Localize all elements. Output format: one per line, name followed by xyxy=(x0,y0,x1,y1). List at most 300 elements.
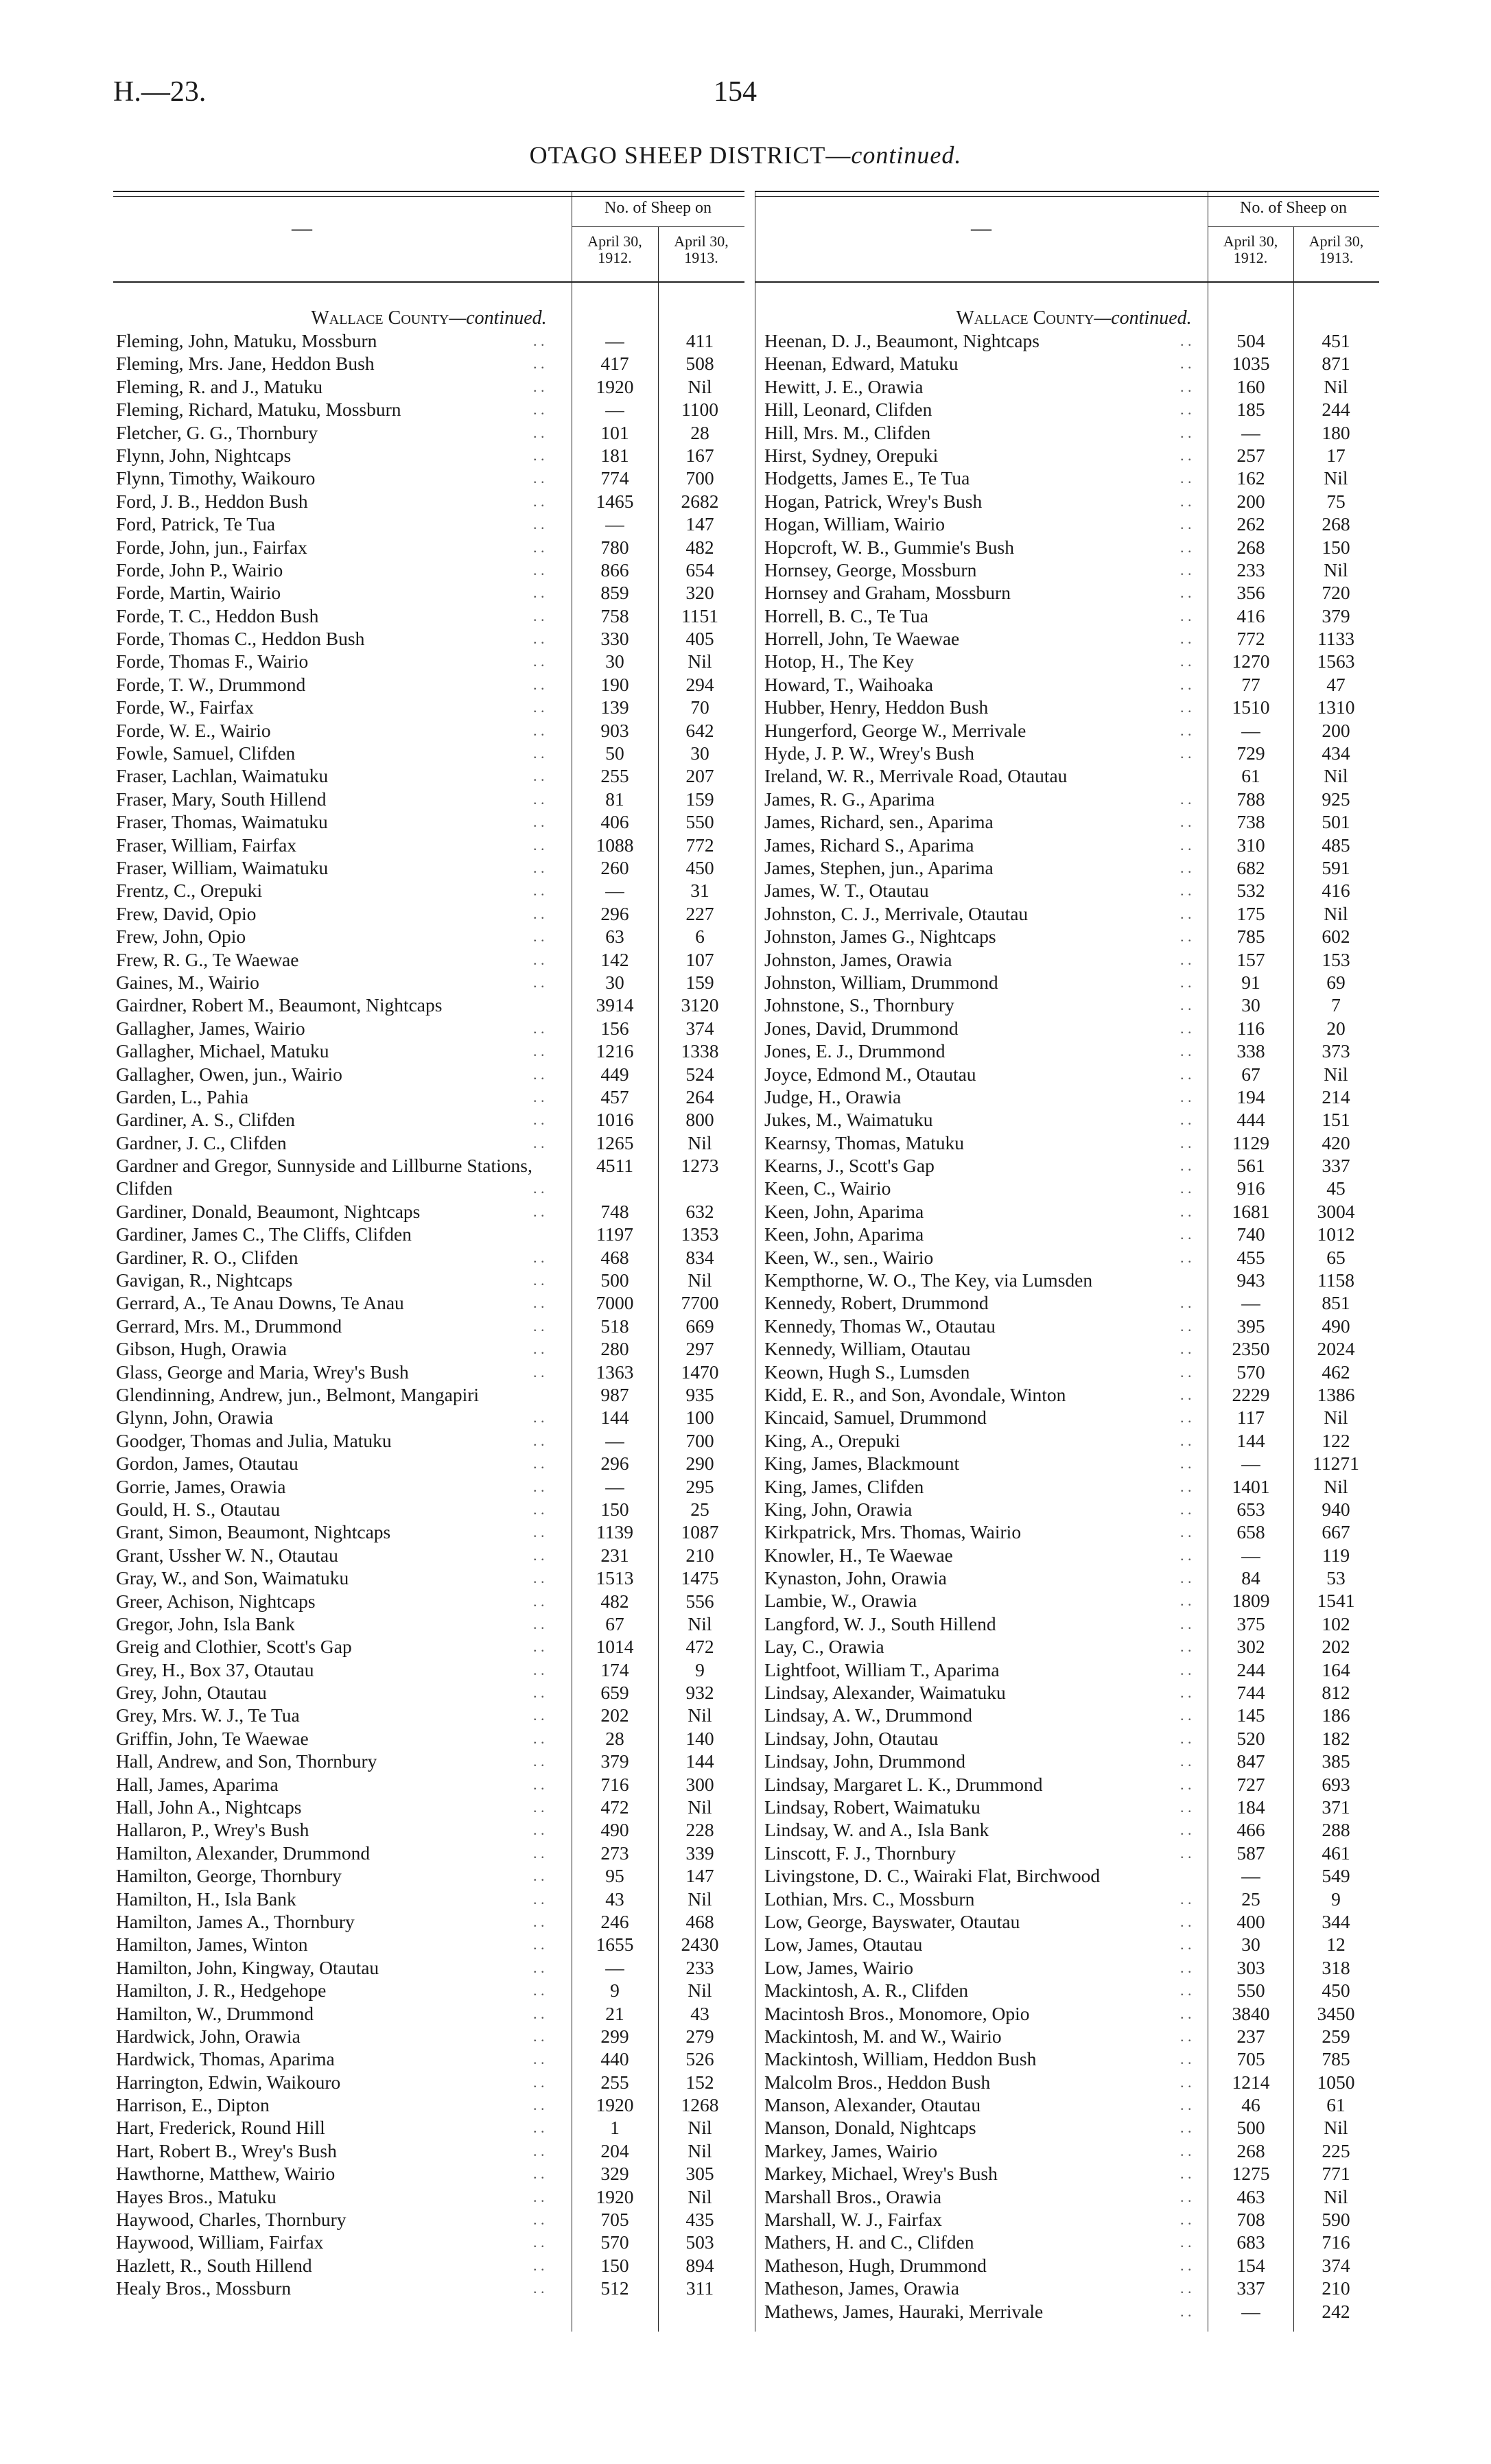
table-row xyxy=(113,2185,744,2208)
sheep-1913: 182 xyxy=(1322,1727,1350,1749)
leader-dots: . . xyxy=(533,1500,545,1518)
table-row xyxy=(113,490,744,513)
leader-dots: . . xyxy=(1180,1729,1192,1747)
sheep-1913: 700 xyxy=(685,1429,714,1451)
sheep-1913: 9 xyxy=(695,1658,705,1680)
leader-dots: . . xyxy=(533,2256,545,2274)
leader-dots: . . xyxy=(1180,423,1192,441)
sheep-1913: Nil xyxy=(1324,765,1348,787)
sheep-1913: 164 xyxy=(1322,1658,1350,1680)
sheep-1913: 549 xyxy=(1322,1865,1350,1887)
sheep-1912: 25 xyxy=(1241,1888,1260,1910)
table-row xyxy=(755,1888,1379,1910)
table-row xyxy=(113,581,744,604)
table-row xyxy=(113,1429,744,1452)
sheep-1913: 294 xyxy=(685,673,714,695)
owner-name: Hall, Andrew, and Son, Thornbury xyxy=(116,1750,377,1772)
owner-name: Knowler, H., Te Waewae xyxy=(764,1544,953,1566)
sheep-1912: 490 xyxy=(600,1819,629,1841)
leader-dots: . . xyxy=(1180,1982,1192,1999)
leader-dots: . . xyxy=(533,675,545,693)
sheep-1913: 602 xyxy=(1322,926,1350,948)
table-row xyxy=(113,834,744,856)
leader-dots: . . xyxy=(533,2073,545,2091)
leader-dots: . . xyxy=(533,1340,545,1358)
leader-dots: . . xyxy=(533,1065,545,1083)
owner-name: Hamilton, James A., Thornbury xyxy=(116,1910,355,1932)
sheep-1912: 28 xyxy=(605,1727,624,1749)
owner-name: Haywood, Charles, Thornbury xyxy=(116,2209,347,2231)
sheep-1913: 1273 xyxy=(681,1155,719,1177)
leader-dots: . . xyxy=(1180,2211,1192,2229)
sheep-1913: 851 xyxy=(1322,1292,1350,1314)
right-table xyxy=(755,191,1379,2332)
table-row xyxy=(755,1315,1379,1337)
leader-dots: . . xyxy=(533,858,545,876)
sheep-1912: 202 xyxy=(600,1704,629,1726)
owner-name: Fletcher, G. G., Thornbury xyxy=(116,421,318,443)
leader-dots: . . xyxy=(533,584,545,602)
sheep-1912: 43 xyxy=(605,1888,624,1910)
sheep-1912: 472 xyxy=(600,1796,629,1818)
document-id: H.—23. xyxy=(113,76,207,108)
leader-dots: . . xyxy=(1180,377,1192,395)
sheep-1913: 297 xyxy=(685,1338,714,1360)
sheep-1912: — xyxy=(605,880,624,902)
owner-name: Lothian, Mrs. C., Mossburn xyxy=(764,1888,975,1910)
leader-dots: . . xyxy=(1180,675,1192,693)
sheep-1913: 716 xyxy=(1322,2231,1350,2253)
owner-name: Johnston, James, Orawia xyxy=(764,948,952,970)
table-row xyxy=(755,1521,1379,1543)
leader-dots: . . xyxy=(1180,1294,1192,1312)
right-rows xyxy=(755,329,1379,2323)
sheep-1913: 490 xyxy=(1322,1315,1350,1337)
sheep-1912: 772 xyxy=(1236,628,1265,650)
table-row xyxy=(113,536,744,559)
sheep-1912: 561 xyxy=(1236,1155,1265,1177)
table-row xyxy=(755,1796,1379,1818)
leader-dots: . . xyxy=(533,973,545,991)
leader-dots: . . xyxy=(1180,607,1192,624)
table-row xyxy=(755,925,1379,948)
table-row xyxy=(755,1337,1379,1360)
owner-name: Lindsay, W. and A., Isla Bank xyxy=(764,1819,989,1841)
sheep-1912: 482 xyxy=(600,1590,629,1612)
leader-dots: . . xyxy=(1180,1569,1192,1587)
sheep-1913: 147 xyxy=(685,513,714,535)
sheep-1912: 162 xyxy=(1236,467,1265,489)
sheep-1912: 3914 xyxy=(596,994,634,1016)
sheep-1912: 174 xyxy=(600,1658,629,1680)
table-row xyxy=(755,1017,1379,1040)
sheep-1912: 303 xyxy=(1236,1956,1265,1978)
table-row xyxy=(755,2002,1379,2025)
sheep-1912: 1197 xyxy=(596,1223,633,1245)
leader-dots: . . xyxy=(533,1912,545,1930)
sheep-1912: 67 xyxy=(1241,1063,1260,1085)
sheep-1912: 468 xyxy=(600,1246,629,1268)
sheep-1912: 440 xyxy=(600,2048,629,2070)
table-row xyxy=(755,834,1379,856)
sheep-1913: 225 xyxy=(1322,2139,1350,2161)
table-row xyxy=(113,1681,744,1704)
sheep-1913: 461 xyxy=(1322,1842,1350,1864)
sheep-1912: 1513 xyxy=(596,1567,634,1589)
sheep-1913: 311 xyxy=(685,2277,714,2299)
sheep-1912: 705 xyxy=(1236,2048,1265,2070)
leader-dots: . . xyxy=(533,2004,545,2022)
owner-name: Grant, Simon, Beaumont, Nightcaps xyxy=(116,1521,391,1543)
table-row xyxy=(755,1498,1379,1521)
sheep-1913: 1353 xyxy=(681,1223,719,1245)
sheep-1913: 1338 xyxy=(681,1040,719,1062)
owner-name: Hamilton, H., Isla Bank xyxy=(116,1888,296,1910)
sheep-1912: 77 xyxy=(1241,673,1260,695)
sheep-1912: 63 xyxy=(605,926,624,948)
sheep-1913: 264 xyxy=(685,1086,714,1107)
leader-dots: . . xyxy=(1180,1546,1192,1564)
sheep-1912: 30 xyxy=(605,650,624,672)
sheep-1912: 3840 xyxy=(1232,2002,1270,2024)
leader-dots: . . xyxy=(533,1111,545,1129)
sheep-1913: 503 xyxy=(685,2231,714,2253)
sheep-1912: 185 xyxy=(1236,399,1265,421)
sheep-1912: 518 xyxy=(600,1315,629,1337)
sheep-1912: 987 xyxy=(600,1383,629,1405)
sheep-1913: 210 xyxy=(685,1544,714,1566)
owner-name: Grey, H., Box 37, Otautau xyxy=(116,1658,314,1680)
owner-name: Hamilton, W., Drummond xyxy=(116,2002,314,2024)
sheep-1913: 772 xyxy=(685,834,714,856)
owner-name: Johnstone, S., Thornbury xyxy=(764,994,954,1016)
table-row xyxy=(755,2048,1379,2070)
owner-name: Kennedy, Robert, Drummond xyxy=(764,1292,989,1314)
table-row xyxy=(755,1383,1379,1406)
leader-dots: . . xyxy=(1180,1019,1192,1037)
leader-dots: . . xyxy=(533,401,545,419)
sheep-1912: 1275 xyxy=(1232,2163,1270,2185)
leader-dots: . . xyxy=(533,607,545,624)
page-title xyxy=(0,141,1491,169)
sheep-1912: 847 xyxy=(1236,1750,1265,1772)
sheep-1913: Nil xyxy=(688,2139,712,2161)
owner-name: King, John, Orawia xyxy=(764,1498,913,1520)
table-row xyxy=(755,1818,1379,1841)
leader-dots: . . xyxy=(1180,1409,1192,1427)
sheep-1912: 2229 xyxy=(1232,1383,1270,1405)
table-row xyxy=(113,605,744,627)
sheep-1913: 119 xyxy=(1322,1544,1350,1566)
sheep-1912: 550 xyxy=(1236,1980,1265,2002)
sheep-1913: 144 xyxy=(685,1750,714,1772)
table-row xyxy=(755,421,1379,444)
table-row xyxy=(755,856,1379,879)
table-row xyxy=(755,627,1379,650)
owner-name: Hirst, Sydney, Orepuki xyxy=(764,444,939,466)
table-row xyxy=(755,742,1379,764)
leader-dots: . . xyxy=(1180,1088,1192,1105)
leader-dots: . . xyxy=(1180,355,1192,373)
sheep-1912: 246 xyxy=(600,1910,629,1932)
sheep-1912: 81 xyxy=(605,788,624,810)
sheep-1913: 1470 xyxy=(681,1361,719,1383)
leader-dots: . . xyxy=(1180,1202,1192,1220)
sheep-1913: 1310 xyxy=(1317,696,1355,718)
leader-dots: . . xyxy=(533,2142,545,2159)
leader-dots: . . xyxy=(1180,1340,1192,1358)
table-row xyxy=(755,1246,1379,1269)
sheep-1913: 159 xyxy=(685,971,714,993)
sheep-1912: — xyxy=(605,1956,624,1978)
owner-name: Gardiner, Donald, Beaumont, Nightcaps xyxy=(116,1200,421,1222)
sheep-1913: 47 xyxy=(1326,673,1346,695)
leader-dots: . . xyxy=(1180,2302,1192,2320)
sheep-1912: 184 xyxy=(1236,1796,1265,1818)
owner-name: Greig and Clothier, Scott's Gap xyxy=(116,1636,352,1658)
leader-dots: . . xyxy=(1180,2233,1192,2251)
sheep-1913: 591 xyxy=(1322,856,1350,878)
table-row xyxy=(755,1635,1379,1658)
leader-dots: . . xyxy=(1180,721,1192,739)
owner-name: Mathers, H. and C., Clifden xyxy=(764,2231,974,2253)
owner-name: Gallagher, Michael, Matuku xyxy=(116,1040,329,1062)
table-row xyxy=(755,948,1379,971)
table-row xyxy=(755,1177,1379,1199)
owner-name: Greer, Achison, Nightcaps xyxy=(116,1590,316,1612)
sheep-1913: 288 xyxy=(1322,1819,1350,1841)
owner-name: Horrell, John, Te Waewae xyxy=(764,628,960,650)
table-row xyxy=(755,2300,1379,2323)
owner-name: Hardwick, John, Orawia xyxy=(116,2025,301,2047)
leader-dots: . . xyxy=(1180,1385,1192,1403)
owner-name: James, R. G., Aparima xyxy=(764,788,935,810)
sheep-1912: 30 xyxy=(1241,1934,1260,1956)
owner-name: Matheson, James, Orawia xyxy=(764,2277,960,2299)
leader-dots: . . xyxy=(1180,1431,1192,1449)
sheep-1912: 682 xyxy=(1236,856,1265,878)
owner-name: Hogan, William, Wairio xyxy=(764,513,945,535)
sheep-1912: 416 xyxy=(1236,605,1265,626)
sheep-1913: 186 xyxy=(1322,1704,1350,1726)
sheep-1913: 871 xyxy=(1322,353,1350,375)
sheep-1912: 9 xyxy=(610,1980,620,2002)
owner-name: Grey, Mrs. W. J., Te Tua xyxy=(116,1704,300,1726)
owner-name: Ford, Patrick, Te Tua xyxy=(116,513,276,535)
table-row xyxy=(113,1154,744,1200)
sheep-1912: 67 xyxy=(605,1612,624,1634)
sheep-1912: 139 xyxy=(600,696,629,718)
owner-name: Forde, Thomas F., Wairio xyxy=(116,650,309,672)
sheep-1913: Nil xyxy=(1324,1063,1348,1085)
owner-name: Gray, W., and Son, Waimatuku xyxy=(116,1567,349,1589)
table-row xyxy=(113,1818,744,1841)
sheep-1913: 233 xyxy=(685,1956,714,1978)
sheep-1912: 463 xyxy=(1236,2185,1265,2207)
sheep-1912: 532 xyxy=(1236,880,1265,902)
sheep-1913: 75 xyxy=(1326,490,1346,512)
sheep-1912: 296 xyxy=(600,902,629,924)
leader-dots: . . xyxy=(533,1455,545,1472)
sheep-1912: 705 xyxy=(600,2209,629,2231)
table-row xyxy=(755,1086,1379,1108)
owner-name: Fleming, R. and J., Matuku xyxy=(116,375,322,397)
sheep-1912: 1809 xyxy=(1232,1590,1270,1612)
sheep-1912: 117 xyxy=(1236,1407,1265,1429)
sheep-1913: 107 xyxy=(685,948,714,970)
table-row xyxy=(113,1269,744,1291)
sheep-1913: 935 xyxy=(685,1383,714,1405)
leader-dots: . . xyxy=(1180,446,1192,464)
table-row xyxy=(755,467,1379,489)
sheep-1912: 330 xyxy=(600,628,629,650)
sheep-1912: 738 xyxy=(1236,811,1265,833)
owner-name: Macintosh Bros., Monomore, Opio xyxy=(764,2002,1030,2024)
table-top-rule xyxy=(113,191,744,192)
sheep-1913: 3120 xyxy=(681,994,719,1016)
table-row xyxy=(755,1223,1379,1245)
table-row xyxy=(755,1131,1379,1154)
table-row xyxy=(113,764,744,787)
leader-dots: . . xyxy=(1180,950,1192,968)
leader-dots: . . xyxy=(533,1982,545,1999)
sheep-1912: 268 xyxy=(1236,2139,1265,2161)
leader-dots: . . xyxy=(533,2187,545,2205)
table-row xyxy=(755,605,1379,627)
table-row xyxy=(755,2185,1379,2208)
sheep-1913: 524 xyxy=(685,1063,714,1085)
table-row xyxy=(113,1315,744,1337)
sheep-1913: Nil xyxy=(688,1980,712,2002)
owner-name: Gregor, John, Isla Bank xyxy=(116,1612,295,1634)
leader-dots: . . xyxy=(1180,1752,1192,1770)
leader-dots: . . xyxy=(533,1202,545,1220)
leader-dots: . . xyxy=(1180,1248,1192,1266)
table-row xyxy=(113,1086,744,1108)
sheep-1912: 520 xyxy=(1236,1727,1265,1749)
table-row xyxy=(755,879,1379,902)
leader-dots: . . xyxy=(533,2233,545,2251)
sheep-1912: 190 xyxy=(600,673,629,695)
table-row xyxy=(755,581,1379,604)
table-row xyxy=(113,696,744,718)
sheep-1912: 1035 xyxy=(1232,353,1270,375)
leader-dots: . . xyxy=(1180,2119,1192,2137)
sheep-1912: 683 xyxy=(1236,2231,1265,2253)
owner-name: Kearnsy, Thomas, Matuku xyxy=(764,1131,964,1153)
sheep-1912: — xyxy=(1241,719,1260,741)
table-row xyxy=(755,1269,1379,1291)
sheep-1913: 940 xyxy=(1322,1498,1350,1520)
leader-dots: . . xyxy=(1180,1615,1192,1632)
owner-name: Gerrard, Mrs. M., Drummond xyxy=(116,1315,342,1337)
leader-dots: . . xyxy=(1180,2256,1192,2274)
sheep-1912: — xyxy=(605,1475,624,1497)
sheep-1912: 337 xyxy=(1236,2277,1265,2299)
table-row xyxy=(755,2254,1379,2277)
table-row xyxy=(113,1544,744,1567)
table-row xyxy=(113,1291,744,1314)
table-top-rule xyxy=(755,191,1379,192)
owner-name: Flynn, Timothy, Waikouro xyxy=(116,467,316,489)
table-row xyxy=(113,1658,744,1681)
sheep-1912: — xyxy=(1241,1453,1260,1475)
table-row xyxy=(113,788,744,810)
owner-name: Fraser, William, Waimatuku xyxy=(116,856,329,878)
owner-name: Lindsay, Alexander, Waimatuku xyxy=(764,1682,1006,1704)
owner-name: Hart, Robert B., Wrey's Bush xyxy=(116,2139,337,2161)
sheep-1913: 720 xyxy=(1322,582,1350,604)
sheep-1912: 231 xyxy=(600,1544,629,1566)
table-top-rule-inner xyxy=(755,196,1379,197)
owner-name: Hamilton, J. R., Hedgehope xyxy=(116,1980,327,2002)
sheep-1913: 3450 xyxy=(1317,2002,1355,2024)
sheep-1913: 17 xyxy=(1326,444,1346,466)
sheep-1912: 780 xyxy=(600,536,629,558)
sheep-1913: 526 xyxy=(685,2048,714,2070)
owner-name: Harrington, Edwin, Waikouro xyxy=(116,2071,341,2093)
table-row xyxy=(755,1842,1379,1864)
leader-dots: . . xyxy=(533,355,545,373)
owner-name: Gibson, Hugh, Orawia xyxy=(116,1338,287,1360)
table-row xyxy=(755,1658,1379,1681)
owner-name: Gallagher, James, Wairio xyxy=(116,1017,305,1039)
table-top-rule-inner xyxy=(113,196,744,197)
sheep-1913: 1475 xyxy=(681,1567,719,1589)
leader-dots: . . xyxy=(1180,653,1192,670)
table-row xyxy=(113,1223,744,1245)
sheep-1913: 450 xyxy=(685,856,714,878)
leader-dots: . . xyxy=(533,950,545,968)
owner-name: Lambie, W., Orawia xyxy=(764,1590,917,1612)
owner-name: Kynaston, John, Orawia xyxy=(764,1567,947,1589)
sheep-1913: 28 xyxy=(690,421,709,443)
table-row xyxy=(755,2139,1379,2162)
left-rows xyxy=(113,329,744,2300)
leader-dots: . . xyxy=(533,1569,545,1587)
owner-name: Lindsay, Margaret L. K., Drummond xyxy=(764,1773,1043,1795)
sheep-1912: 273 xyxy=(600,1842,629,1864)
leader-dots: . . xyxy=(533,1798,545,1816)
leader-dots: . . xyxy=(1180,1912,1192,1930)
leader-dots: . . xyxy=(1180,584,1192,602)
sheep-1912: 943 xyxy=(1236,1269,1265,1291)
owner-name: Markey, James, Wairio xyxy=(764,2139,938,2161)
leader-dots: . . xyxy=(533,2050,545,2068)
sheep-1912: 200 xyxy=(1236,490,1265,512)
sheep-1913: 411 xyxy=(685,330,714,351)
section-heading: Wallace County—continued. xyxy=(311,307,547,329)
leader-dots: . . xyxy=(1180,1638,1192,1656)
table-row xyxy=(113,1933,744,1956)
sheep-1912: 233 xyxy=(1236,559,1265,580)
sheep-1912: 1681 xyxy=(1232,1200,1270,1222)
header-col-1912: April 30, 1912. xyxy=(1223,233,1278,266)
owner-name: Low, George, Bayswater, Otautau xyxy=(764,1910,1020,1932)
leader-dots: . . xyxy=(533,1615,545,1632)
sheep-1913: 932 xyxy=(685,1682,714,1704)
table-row xyxy=(755,1727,1379,1750)
table-row xyxy=(113,513,744,535)
table-row xyxy=(113,650,744,672)
sheep-1913: 268 xyxy=(1322,513,1350,535)
owner-name: Grant, Ussher W. N., Otautau xyxy=(116,1544,338,1566)
leader-dots: . . xyxy=(1180,630,1192,648)
sheep-1912: 504 xyxy=(1236,330,1265,351)
sheep-1913: 693 xyxy=(1322,1773,1350,1795)
sheep-1912: — xyxy=(605,399,624,421)
owner-name: Hazlett, R., South Hillend xyxy=(116,2254,312,2276)
